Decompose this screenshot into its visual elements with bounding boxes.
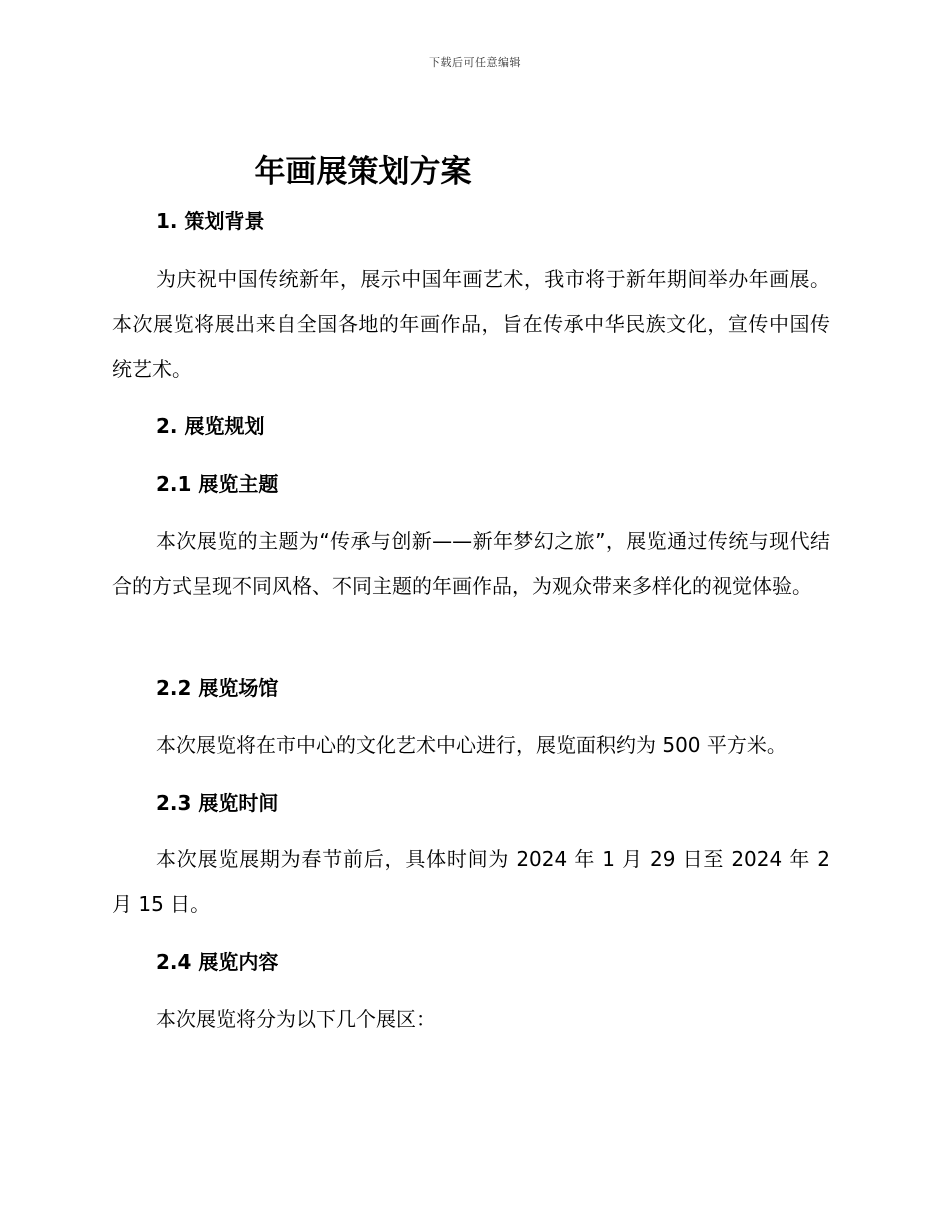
document-title: 年画展策划方案 xyxy=(254,154,472,190)
section-paragraph-time: 本次展览展期为春节前后，具体时间为 2024 年 1 月 29 日至 2024 年 2 月 15 日。 xyxy=(112,847,830,916)
section-paragraph-venue: 本次展览将在市中心的文化艺术中心进行，展览面积约为 500 平方米。 xyxy=(156,733,787,757)
section-paragraph-content: 本次展览将分为以下几个展区： xyxy=(156,1007,436,1031)
section-heading-planning: 2. 展览规划 xyxy=(156,414,265,438)
page-header-note: 下载后可任意编辑 xyxy=(429,56,521,69)
section-paragraph-background: 为庆祝中国传统新年，展示中国年画艺术，我市将于新年期间举办年画展。本次展览将展出来自全国各地的年画作品，旨在传承中华民族文化，宣传中国传统艺术。 xyxy=(112,267,830,381)
section-heading-theme: 2.1 展览主题 xyxy=(156,472,279,496)
section-heading-background: 1. 策划背景 xyxy=(156,209,265,233)
section-paragraph-theme: 本次展览的主题为“传承与创新——新年梦幻之旅”，展览通过传统与现代结合的方式呈现不同风格、不同主题的年画作品，为观众带来多样化的视觉体验。 xyxy=(112,529,830,598)
section-heading-content: 2.4 展览内容 xyxy=(156,950,279,974)
section-heading-venue: 2.2 展览场馆 xyxy=(156,676,279,700)
section-heading-time: 2.3 展览时间 xyxy=(156,791,279,815)
